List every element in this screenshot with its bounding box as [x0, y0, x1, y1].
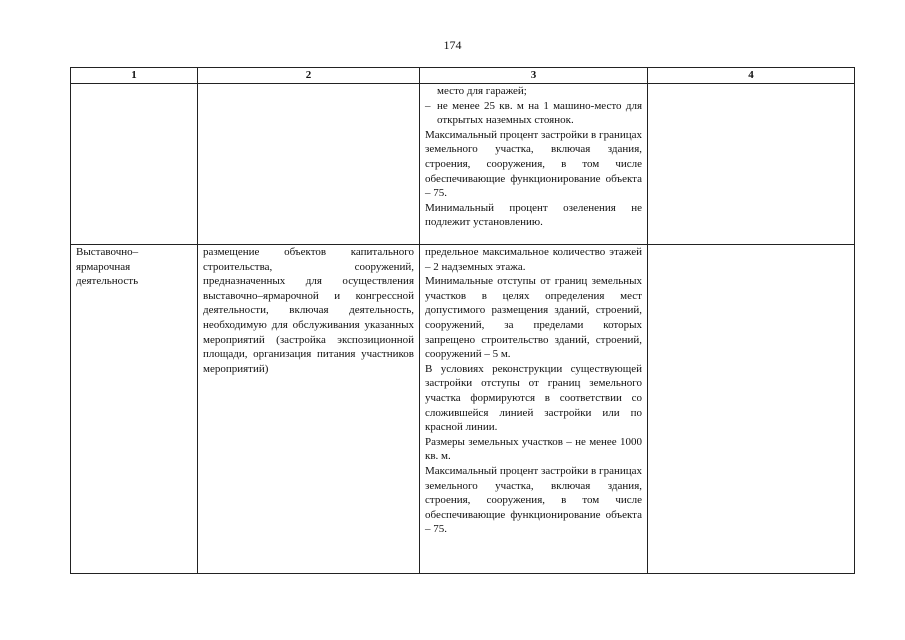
min-greening-percent-text: Минимальный процент озеленения не подлежит установлению. [425, 201, 642, 229]
column-header-1: 1 [71, 68, 198, 84]
column-header-2: 2 [198, 68, 420, 84]
dash-list-item [425, 99, 642, 128]
activity-type-cell: Выставочно–ярмарочная деятельность [71, 245, 198, 574]
row-a-col4 [648, 84, 855, 245]
row-b-col3 [420, 245, 648, 574]
dash-item-text: не менее 25 кв. м на 1 машино-место для открытых наземных стоянок. [437, 99, 642, 127]
row-a-col3 [420, 84, 648, 245]
table-row [71, 245, 855, 574]
activity-description-cell: размещение объектов капитального строительства, сооружений, предназначенных для осуществления выставочно–ярмарочной и конгрессной деятельности, включая деятельность, необходимую для обслуживания указанных мероприятий (застройка экспозиционной площади, организация питания участников мероприятий) [198, 245, 420, 574]
continuation-line: место для гаражей; [437, 85, 527, 97]
column-header-3: 3 [420, 68, 648, 84]
max-building-percent-text: Максимальный процент застройки в границах земельного участка, включая здания, строения, сооружения, в том числе обеспечивающие функционирование объекта – 75. [425, 464, 642, 536]
dash-bullet: – [425, 99, 431, 112]
table-row [71, 84, 855, 245]
row-a-col2 [198, 84, 420, 245]
max-building-percent-text: Максимальный процент застройки в границах земельного участка, включая здания, строения, сооружения, в том числе обеспечивающие функционирование объекта – 75. [425, 128, 642, 200]
reconstruction-setbacks-text: В условиях реконструкции существующей застройки отступы от границ земельного участка формируются в соответствии со сложившейся линией застройки или по красной линии. [425, 362, 642, 434]
plot-size-text: Размеры земельных участков – не менее 1000 кв. м. [425, 435, 642, 463]
row-a-col1 [71, 84, 198, 245]
page-number: 174 [443, 38, 462, 52]
row-b-col4 [648, 245, 855, 574]
column-header-4: 4 [648, 68, 855, 84]
regulations-table [70, 67, 855, 574]
min-setbacks-text: Минимальные отступы от границ земельных участков в целях определения мест допустимого размещения зданий, строений, сооружений, за пределами которых запрещено строительство зданий, строений, сооружений – 5 м. [425, 275, 642, 361]
table-header-row [71, 68, 855, 84]
max-floors-text: предельное максимальное количество этажей – 2 надземных этажа. [425, 246, 642, 273]
